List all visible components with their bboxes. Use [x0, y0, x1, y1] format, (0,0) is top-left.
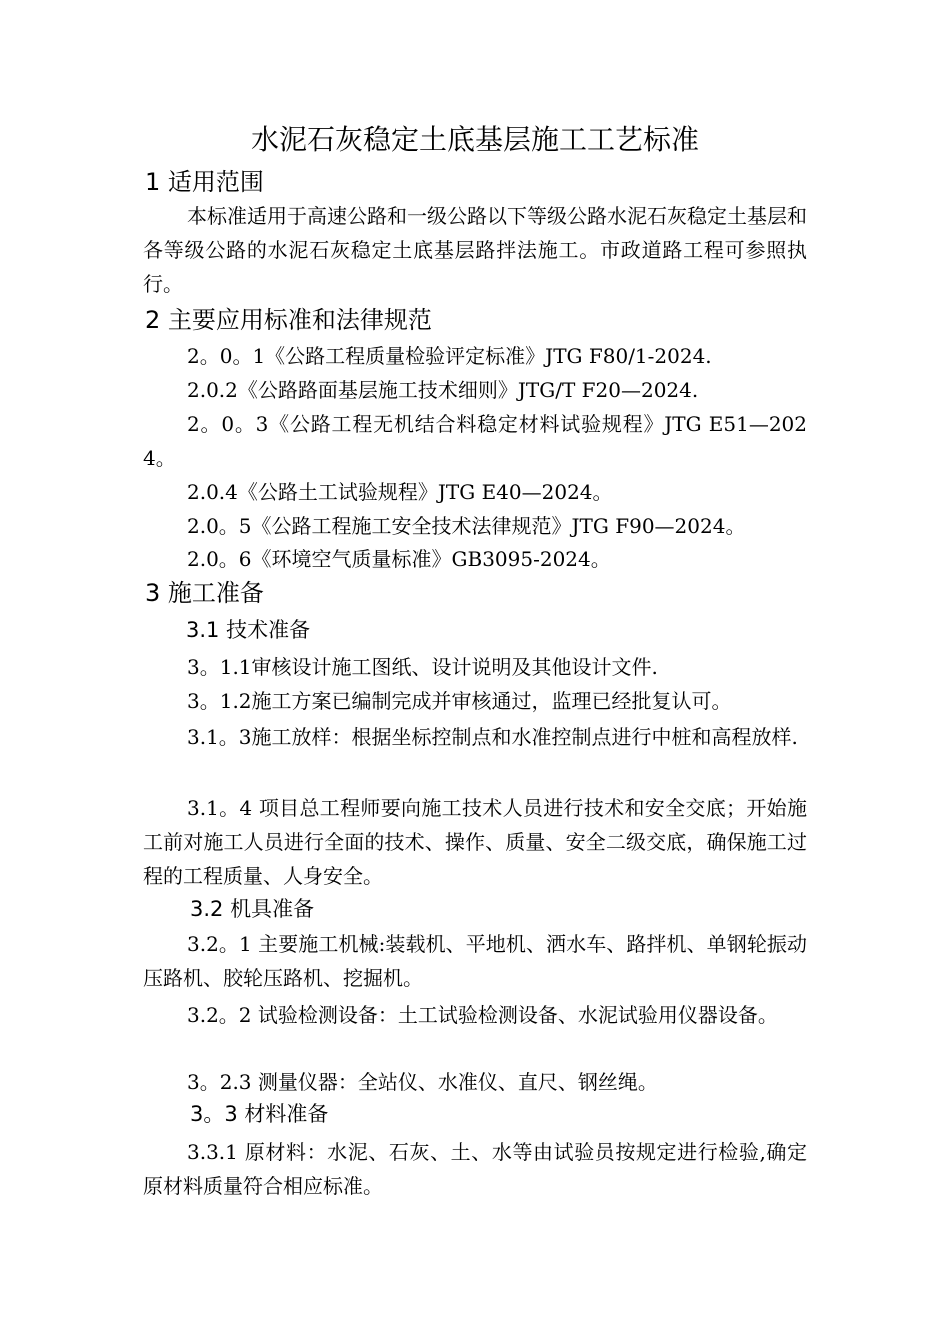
paragraph-3-2-1: 3.2。1 主要施工机械:装载机、平地机、洒水车、路拌机、单钢轮振动压路机、胶轮压路机、挖掘机。 [143, 932, 807, 990]
document-title: 水泥石灰稳定土底基层施工工艺标准 [250, 123, 699, 156]
paragraph-3-1-2: 3。1.2施工方案已编制完成并审核通过，监理已经批复认可。 [187, 689, 732, 713]
section-heading-preparation: 3 施工准备 [145, 579, 264, 607]
paragraph-standard-2-0-4: 2.0.4《公路土工试验规程》JTG E40—2024。 [187, 480, 613, 504]
paragraph-standard-2-0-2: 2.0.2《公路路面基层施工技术细则》JTG/T F20—2024. [187, 378, 699, 402]
paragraph-standard-2-0-3: 2。0。3《公路工程无机结合料稳定材料试验规程》JTG E51—2024。 [143, 412, 807, 470]
paragraph-3-1-3: 3.1。3施工放样：根据坐标控制点和水准控制点进行中桩和高程放样. [187, 725, 798, 749]
subsection-heading-equipment: 3.2 机具准备 [190, 897, 315, 921]
subsection-heading-technical: 3.1 技术准备 [186, 618, 311, 642]
subsection-heading-materials: 3。3 材料准备 [190, 1102, 329, 1126]
paragraph-standard-2-0-6: 2.0。6《环境空气质量标准》GB3095-2024。 [187, 547, 611, 571]
paragraph-3-3-1: 3.3.1 原材料：水泥、石灰、土、水等由试验员按规定进行检验,确定原材料质量符合相应标准。 [143, 1140, 807, 1198]
paragraph-3-2-2: 3.2。2 试验检测设备：土工试验检测设备、水泥试验用仪器设备。 [187, 1003, 778, 1027]
paragraph-scope: 本标准适用于高速公路和一级公路以下等级公路水泥石灰稳定土基层和各等级公路的水泥石灰稳定土底基层路拌法施工。市政道路工程可参照执行。 [143, 204, 807, 296]
section-heading-standards: 2 主要应用标准和法律规范 [145, 306, 432, 334]
paragraph-standard-2-0-1: 2。0。1《公路工程质量检验评定标准》JTG F80/1-2024. [187, 344, 712, 368]
paragraph-3-1-4: 3.1。4 项目总工程师要向施工技术人员进行技术和安全交底；开始施工前对施工人员进行全面的技术、操作、质量、安全二级交底，确保施工过程的工程质量、人身安全。 [143, 796, 807, 888]
paragraph-standard-2-0-5: 2.0。5《公路工程施工安全技术法律规范》JTG F90—2024。 [187, 514, 746, 538]
section-heading-scope: 1 适用范围 [145, 168, 264, 196]
paragraph-3-1-1: 3。1.1审核设计施工图纸、设计说明及其他设计文件. [187, 655, 658, 679]
paragraph-3-2-3: 3。2.3 测量仪器：全站仪、水准仪、直尺、钢丝绳。 [187, 1070, 658, 1094]
